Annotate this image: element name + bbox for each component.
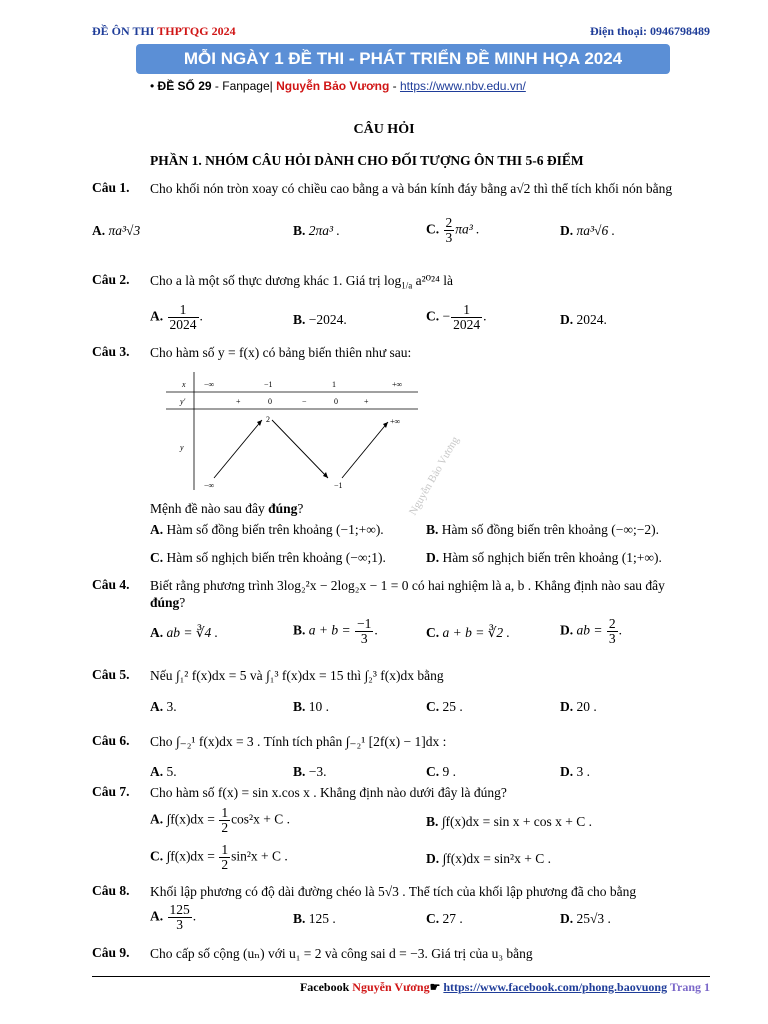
table-x-3: +∞ [392,380,403,389]
footer-facebook-link[interactable]: https://www.facebook.com/phong.baovuong [443,980,668,994]
bullet: • [150,79,155,93]
subline [150,79,526,93]
q8-option-a[interactable]: A. $\frac{125}{3}$ . [150,902,197,932]
table-yp-label: y′ [180,397,186,406]
q6-option-b[interactable]: B. −3. [293,764,327,779]
q2-option-a[interactable]: A. $\frac{1}{2024}$ . [150,302,203,332]
q4-option-b[interactable]: B. a + b = $\frac{-1}{3}$ . [293,616,378,646]
q1-option-b[interactable]: B. 2πa³ . [293,223,340,238]
q7-option-c[interactable]: C. ∫f(x)dx = $\frac{1}{2}$ sin²x + C . [150,842,288,872]
q8-option-c[interactable]: C. 27 . [426,911,463,926]
table-x-label: x [182,380,186,389]
q3-option-b[interactable]: B. Hàm số đồng biến trên khoảng (−∞;−2). [426,522,659,537]
pointing-hand-icon: ☛ [429,980,444,994]
q3-number: Câu 3. [92,344,130,359]
q4-option-a[interactable]: A. ab = ∛4 . [150,625,218,640]
website-link[interactable]: https://www.nbv.edu.vn/ [399,79,526,93]
q5-number: Câu 5. [92,667,130,682]
q1-text: Cho khối nón tròn xoay có chiều cao bằng a và bán kính đáy bằng a√2 thì thể tích khối nón bằng [150,181,673,196]
q6-number: Câu 6. [92,733,130,748]
footer-divider [92,976,710,977]
table-y-right: +∞ [390,417,401,426]
q4-option-c[interactable]: C. a + b = ∛2 . [426,625,510,640]
q3-text: Cho hàm số y = f(x) có bảng biến thiên như sau: [150,345,412,360]
table-x-0: −∞ [204,380,215,389]
header-exam-year: THPTQG 2024 [157,24,236,38]
q2-number: Câu 2. [92,272,130,287]
q3-prompt: Mệnh đề nào sau đây đúng? [150,501,304,516]
dash-separator: - [389,79,400,93]
table-sign-4: + [364,397,369,406]
q6-option-d[interactable]: D. 3 . [560,764,590,779]
q1-option-a[interactable]: A. πa³√3 [92,223,141,238]
q6-option-a[interactable]: A. 5. [150,764,177,779]
q3-option-a[interactable]: A. Hàm số đồng biến trên khoảng (−1;+∞). [150,522,384,537]
variation-table [162,366,422,494]
author-name: Nguyễn Bảo Vương [276,79,390,93]
q5-option-b[interactable]: B. 10 . [293,699,330,714]
q7-number: Câu 7. [92,784,130,799]
q3-option-c[interactable]: C. Hàm số nghịch biến trên khoảng (−∞;1). [150,550,386,565]
q5-text: Nếu ∫₁² f(x)dx = 5 và ∫₁³ f(x)dx = 15 thì ∫₂³ f(x)dx bằng [150,668,444,683]
q3-option-d[interactable]: D. Hàm số nghịch biến trên khoảng (1;+∞). [426,550,662,565]
footer-prefix: Facebook [299,980,353,994]
q8-text: Khối lập phương có độ dài đường chéo là 5√3 . Thể tích của khối lập phương đã cho bằng [150,884,637,899]
footer-name: Nguyễn Vương [352,980,430,994]
table-y-label: y [180,443,184,452]
q7-option-b[interactable]: B. ∫f(x)dx = sin x + cos x + C . [426,814,593,829]
table-y-left: −∞ [204,481,215,490]
page-number: Trang 1 [667,980,710,994]
footer [300,980,710,995]
header-exam-label: ĐỀ ÔN THI [92,24,158,38]
table-x-1: −1 [264,380,273,389]
q2-option-d[interactable]: D. 2024. [560,312,607,327]
table-y-min: −1 [334,481,343,490]
section-title: CÂU HỎI [353,122,415,137]
q4-option-d[interactable]: D. ab = $\frac{2}{3}$ . [560,616,622,646]
watermark: Nguyễn Bảo Vương [406,434,462,518]
header-phone: Điện thoại: 0946798489 [590,24,710,38]
table-y-max: 2 [266,415,270,424]
q8-number: Câu 8. [92,883,130,898]
q2-option-c[interactable]: C. − $\frac{1}{2024}$ . [426,302,487,332]
q5-option-a[interactable]: A. 3. [150,699,177,714]
q7-text: Cho hàm số f(x) = sin x.cos x . Khẳng định nào dưới đây là đúng? [150,785,507,800]
q1-option-d[interactable]: D. πa³√6 . [560,223,615,238]
q6-text: Cho ∫₋₂¹ f(x)dx = 3 . Tính tích phân ∫₋₂¹ [2f(x) − 1]dx : [150,734,447,749]
q9-text: Cho cấp số cộng (uₙ) với u₁ = 2 và công sai d = −3. Giá trị của u₃ bằng [150,946,533,961]
q6-option-c[interactable]: C. 9 . [426,764,456,779]
q5-option-d[interactable]: D. 20 . [560,699,597,714]
q7-option-a[interactable]: A. ∫f(x)dx = $\frac{1}{2}$ cos²x + C . [150,805,290,835]
q1-number: Câu 1. [92,180,130,195]
header-left [92,24,236,39]
q9-number: Câu 9. [92,945,130,960]
q7-option-d[interactable]: D. ∫f(x)dx = sin²x + C . [426,851,551,866]
q8-option-d[interactable]: D. 25√3 . [560,911,611,926]
title-banner: MỖI NGÀY 1 ĐỀ THI - PHÁT TRIỂN ĐỀ MINH HỌA 2024 [136,44,670,74]
q5-option-c[interactable]: C. 25 . [426,699,463,714]
q2-option-b[interactable]: B. −2024. [293,312,347,327]
q8-option-b[interactable]: B. 125 . [293,911,336,926]
exam-code: ĐỀ SỐ 29 [157,79,212,93]
table-sign-0: + [236,397,241,406]
table-sign-3: 0 [334,397,338,406]
table-sign-2: − [302,397,307,406]
part-heading: PHẦN 1. NHÓM CÂU HỎI DÀNH CHO ĐỐI TƯỢNG ÔN THI 5-6 ĐIỂM [150,153,584,168]
q4-number: Câu 4. [92,577,130,592]
q1-option-c[interactable]: C. $\frac{2}{3}$ πa³ . [426,215,480,245]
q2-text: Cho a là một số thực dương khác 1. Giá trị $\log_{1/a} a^{2024}$ là [150,273,453,291]
table-x-2: 1 [332,380,336,389]
q4-text: Biết rằng phương trình 3log₂²x − 2log₂x − 1 = 0 có hai nghiệm là a, b . Khẳng định nào sau đây đúng? [150,578,665,610]
fanpage-label: - Fanpage| [211,79,277,93]
table-sign-1: 0 [268,397,272,406]
